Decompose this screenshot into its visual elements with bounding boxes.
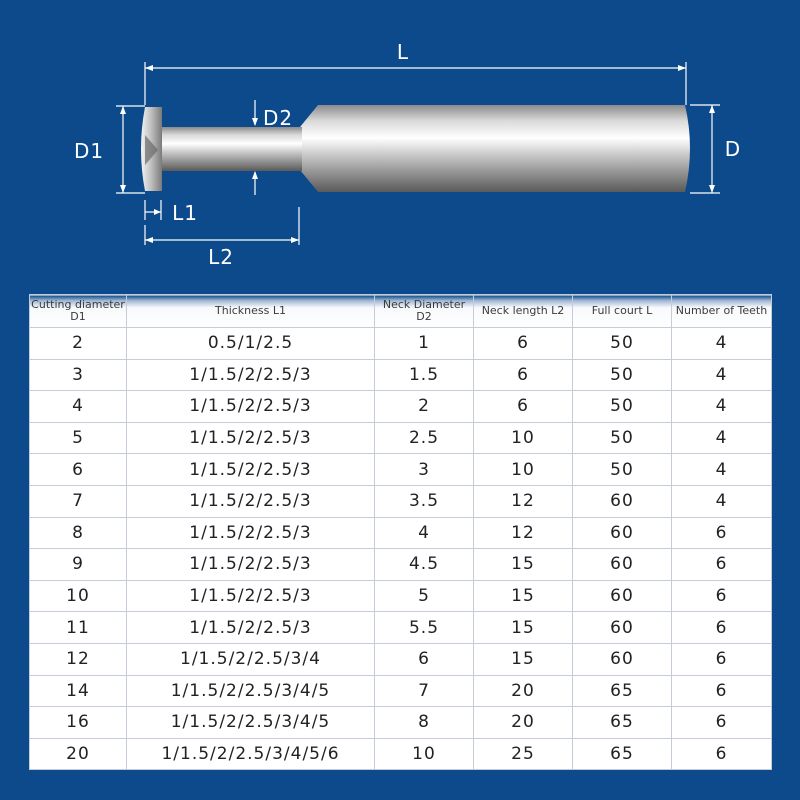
cell-teeth: 6 [672, 707, 772, 739]
cell-cutting-diameter: 7 [30, 485, 127, 517]
cell-cutting-diameter: 14 [30, 675, 127, 707]
cell-teeth: 4 [672, 328, 772, 360]
label-D: D [724, 137, 742, 161]
label-L2: L2 [208, 245, 234, 269]
cell-neck-diameter: 6 [375, 643, 474, 675]
table-row [30, 359, 772, 391]
cell-cutting-diameter: 4 [30, 391, 127, 423]
cell-thickness: 1/1.5/2/2.5/3 [127, 549, 375, 581]
cell-neck-length: 15 [474, 612, 573, 644]
cell-neck-diameter: 4.5 [375, 549, 474, 581]
table-body [30, 328, 772, 770]
cell-neck-diameter: 7 [375, 675, 474, 707]
cell-teeth: 6 [672, 643, 772, 675]
tool-diagram [0, 0, 800, 290]
label-L1: L1 [172, 201, 198, 225]
cell-full-length: 50 [573, 328, 672, 360]
cell-thickness: 1/1.5/2/2.5/3 [127, 359, 375, 391]
cell-neck-diameter: 1 [375, 328, 474, 360]
table-row [30, 549, 772, 581]
cell-neck-diameter: 4 [375, 517, 474, 549]
header-neck-diameter: Neck Diameter D2 [375, 295, 474, 328]
cell-teeth: 6 [672, 675, 772, 707]
dimension-L2 [145, 207, 299, 245]
cell-neck-diameter: 10 [375, 738, 474, 770]
tool-neck [160, 127, 302, 171]
cell-cutting-diameter: 10 [30, 580, 127, 612]
cell-thickness: 0.5/1/2.5 [127, 328, 375, 360]
cell-full-length: 65 [573, 707, 672, 739]
cell-full-length: 65 [573, 738, 672, 770]
cell-teeth: 6 [672, 612, 772, 644]
cell-thickness: 1/1.5/2/2.5/3 [127, 517, 375, 549]
cell-cutting-diameter: 6 [30, 454, 127, 486]
cell-cutting-diameter: 16 [30, 707, 127, 739]
cell-thickness: 1/1.5/2/2.5/3 [127, 612, 375, 644]
cell-thickness: 1/1.5/2/2.5/3 [127, 391, 375, 423]
cell-neck-diameter: 2.5 [375, 422, 474, 454]
table-header-row [30, 295, 772, 328]
cell-thickness: 1/1.5/2/2.5/3/4/5/6 [127, 738, 375, 770]
cell-full-length: 60 [573, 580, 672, 612]
cell-cutting-diameter: 8 [30, 517, 127, 549]
cell-thickness: 1/1.5/2/2.5/3/4/5 [127, 707, 375, 739]
cell-neck-diameter: 5.5 [375, 612, 474, 644]
table-row [30, 328, 772, 360]
label-L: L [396, 40, 410, 64]
table-row [30, 422, 772, 454]
label-D1: D1 [73, 139, 105, 163]
cell-neck-length: 10 [474, 422, 573, 454]
cell-cutting-diameter: 11 [30, 612, 127, 644]
cell-neck-diameter: 2 [375, 391, 474, 423]
table-row [30, 391, 772, 423]
cell-neck-length: 15 [474, 549, 573, 581]
cell-neck-length: 6 [474, 328, 573, 360]
dimension-L1 [145, 200, 161, 220]
cell-thickness: 1/1.5/2/2.5/3/4 [127, 643, 375, 675]
cell-teeth: 4 [672, 391, 772, 423]
tool-shank [300, 105, 690, 192]
table-row [30, 707, 772, 739]
cell-teeth: 6 [672, 580, 772, 612]
cell-neck-diameter: 5 [375, 580, 474, 612]
cell-neck-length: 15 [474, 643, 573, 675]
cell-cutting-diameter: 3 [30, 359, 127, 391]
cell-full-length: 60 [573, 643, 672, 675]
cell-neck-diameter: 8 [375, 707, 474, 739]
label-D2: D2 [262, 106, 294, 130]
header-full-length: Full court L [573, 295, 672, 328]
cell-cutting-diameter: 12 [30, 643, 127, 675]
cell-teeth: 6 [672, 738, 772, 770]
cell-full-length: 60 [573, 517, 672, 549]
cell-teeth: 4 [672, 454, 772, 486]
spec-table [29, 294, 772, 770]
table-row [30, 454, 772, 486]
header-number-of-teeth: Number of Teeth [672, 295, 772, 328]
dimension-D1 [116, 106, 145, 193]
cell-full-length: 50 [573, 391, 672, 423]
cell-full-length: 65 [573, 675, 672, 707]
cell-full-length: 60 [573, 549, 672, 581]
cell-full-length: 50 [573, 422, 672, 454]
cell-thickness: 1/1.5/2/2.5/3 [127, 454, 375, 486]
cell-neck-length: 10 [474, 454, 573, 486]
cell-neck-length: 20 [474, 675, 573, 707]
cell-neck-length: 20 [474, 707, 573, 739]
cell-teeth: 4 [672, 485, 772, 517]
cell-neck-diameter: 1.5 [375, 359, 474, 391]
header-thickness: Thickness L1 [127, 295, 375, 328]
cell-thickness: 1/1.5/2/2.5/3 [127, 580, 375, 612]
table-row [30, 675, 772, 707]
cell-neck-diameter: 3 [375, 454, 474, 486]
dimension-D [690, 105, 720, 193]
table-row [30, 485, 772, 517]
cell-cutting-diameter: 2 [30, 328, 127, 360]
table-row [30, 517, 772, 549]
dimension-L [145, 62, 686, 105]
cell-teeth: 4 [672, 359, 772, 391]
cell-teeth: 4 [672, 422, 772, 454]
cell-thickness: 1/1.5/2/2.5/3 [127, 422, 375, 454]
header-cutting-diameter: Cutting diameter D1 [30, 295, 127, 328]
cell-teeth: 6 [672, 549, 772, 581]
cell-neck-length: 12 [474, 517, 573, 549]
cell-neck-diameter: 3.5 [375, 485, 474, 517]
table-row [30, 580, 772, 612]
cell-teeth: 6 [672, 517, 772, 549]
table-row [30, 738, 772, 770]
cell-full-length: 50 [573, 454, 672, 486]
cell-cutting-diameter: 5 [30, 422, 127, 454]
cell-cutting-diameter: 9 [30, 549, 127, 581]
header-neck-length: Neck length L2 [474, 295, 573, 328]
cell-neck-length: 6 [474, 391, 573, 423]
cell-thickness: 1/1.5/2/2.5/3 [127, 485, 375, 517]
cell-cutting-diameter: 20 [30, 738, 127, 770]
table-row [30, 643, 772, 675]
cell-neck-length: 25 [474, 738, 573, 770]
cell-full-length: 60 [573, 612, 672, 644]
cell-full-length: 50 [573, 359, 672, 391]
cell-neck-length: 15 [474, 580, 573, 612]
cell-full-length: 60 [573, 485, 672, 517]
cell-neck-length: 6 [474, 359, 573, 391]
cell-thickness: 1/1.5/2/2.5/3/4/5 [127, 675, 375, 707]
cell-neck-length: 12 [474, 485, 573, 517]
table-row [30, 612, 772, 644]
